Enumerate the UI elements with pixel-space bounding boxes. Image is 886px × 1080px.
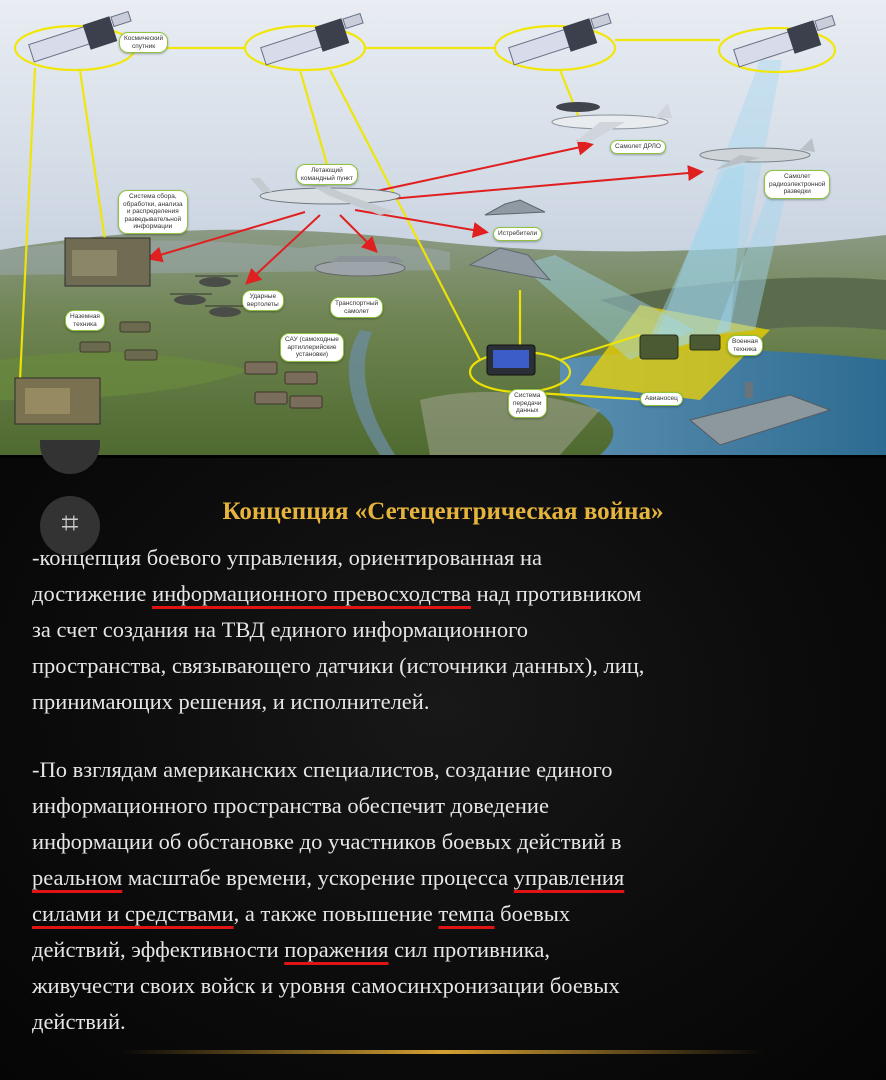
callout-military-vehicles: Военная техника: [727, 335, 763, 356]
network-centric-diagram: [0, 0, 886, 455]
p2-line-2: информационного пространства обеспечит доведение: [32, 793, 549, 818]
callout-carrier: Авианосец: [640, 392, 683, 406]
p2-line-4: реальном масштабе времени, ускорение процесса управления: [32, 865, 625, 890]
underlined-term: информационного превосходства: [152, 581, 471, 606]
p1-line-2: достижение информационного превосходства над противником: [32, 581, 642, 606]
underlined-term: реальном: [32, 865, 123, 890]
underlined-term: темпа: [438, 901, 495, 926]
data-terminal: [487, 345, 535, 375]
underlined-term: силами и средствами: [32, 901, 234, 926]
p1-line-1: -концепция боевого управления, ориентированная на: [32, 545, 542, 570]
callout-spg: САУ (самоходные артиллерийские установки): [280, 333, 344, 362]
callout-ew-aircraft: Самолет радиоэлектронной разведки: [764, 170, 830, 199]
callout-ground-vehicles: Наземная техника: [65, 310, 105, 331]
p1-line-3: за счет создания на ТВД единого информационного: [32, 617, 529, 642]
paragraph-1: [32, 540, 852, 720]
paragraph-2: [32, 752, 852, 1040]
slide-bottom-glow: [120, 1050, 766, 1054]
callout-intel-system: Система сбора, обработки, анализа и распределения разведывательной информации: [118, 190, 188, 234]
callout-transport-aircraft: Транспортный самолет: [330, 297, 383, 318]
crop-icon[interactable]: ⌗: [61, 506, 79, 541]
p1-line-5: принимающих решения, и исполнителей.: [32, 689, 430, 714]
p2-line-6: действий, эффективности поражения сил противника,: [32, 937, 551, 962]
p2-line-1: -По взглядам американских специалистов, создание единого: [32, 757, 613, 782]
slide-title: Концепция «Сетецентрическая война»: [222, 498, 664, 525]
callout-awacs: Самолет ДРЛО: [610, 140, 666, 154]
callout-satellite: Космический спутник: [119, 32, 168, 53]
callout-attack-helicopters: Ударные вертолеты: [242, 290, 284, 311]
callout-data-system: Система передачи данных: [508, 389, 547, 418]
callout-fighters: Истребители: [493, 227, 542, 241]
p2-line-7: живучести своих войск и уровня самосинхронизации боевых: [32, 973, 620, 998]
p1-line-4: пространства, связывающего датчики (источники данных), лиц,: [32, 653, 645, 678]
underlined-term: поражения: [284, 937, 389, 962]
p2-line-5: силами и средствами, а также повышение темпа боевых: [32, 901, 571, 926]
p2-line-3: информации об обстановке до участников боевых действий в: [32, 829, 622, 854]
underlined-term: управления: [513, 865, 625, 890]
p2-line-8: действий.: [32, 1009, 126, 1034]
callout-flying-command-post: Летающий командный пункт: [296, 164, 358, 185]
